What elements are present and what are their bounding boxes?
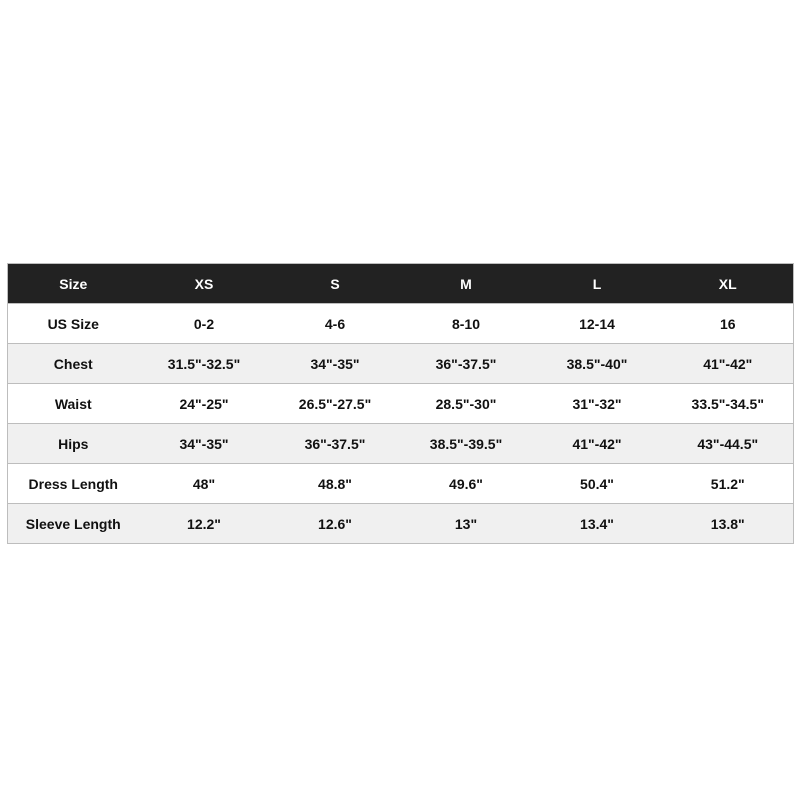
header-size-l: L <box>592 275 602 292</box>
table-cell: 34"-35" <box>310 355 360 372</box>
table-row-sleeve-length <box>8 504 794 544</box>
header-size-xs: XS <box>194 275 214 292</box>
header-size-xl: XL <box>718 275 737 292</box>
table-cell: 4-6 <box>324 315 346 332</box>
row-label: US Size <box>47 315 99 332</box>
row-label: Sleeve Length <box>25 515 121 532</box>
table-cell: 12.6" <box>318 515 352 532</box>
table-cell: 24"-25" <box>179 395 229 412</box>
table-row-chest <box>8 344 794 384</box>
table-cell: 41"-42" <box>703 355 753 372</box>
table-cell: 33.5"-34.5" <box>691 395 764 412</box>
table-cell: 49.6" <box>449 475 483 492</box>
table-cell: 26.5"-27.5" <box>298 395 372 412</box>
table-cell: 16 <box>719 315 736 332</box>
row-label: Waist <box>54 395 92 412</box>
table-cell: 38.5"-39.5" <box>429 435 503 452</box>
table-cell: 41"-42" <box>572 435 622 452</box>
table-cell: 12.2" <box>187 515 221 532</box>
table-cell: 12-14 <box>579 315 615 332</box>
table-cell: 36"-37.5" <box>435 355 497 372</box>
header-size-label: Size <box>59 275 88 292</box>
table-cell: 13.4" <box>580 515 614 532</box>
table-cell: 31.5"-32.5" <box>167 355 241 372</box>
size-chart-header-row <box>8 264 794 304</box>
table-cell: 48.8" <box>318 475 352 492</box>
table-cell: 8-10 <box>451 315 481 332</box>
row-label: Dress Length <box>28 475 118 492</box>
table-cell: 13" <box>454 515 478 532</box>
size-chart-table <box>7 263 794 544</box>
table-cell: 50.4" <box>580 475 614 492</box>
table-row-us-size <box>8 304 794 344</box>
table-cell: 51.2" <box>710 475 745 492</box>
row-label: Hips <box>58 435 89 452</box>
table-cell: 48" <box>192 475 216 492</box>
table-cell: 0-2 <box>193 315 215 332</box>
row-label: Chest <box>53 355 93 372</box>
table-row-waist <box>8 384 794 424</box>
table-row-dress-length <box>8 464 794 504</box>
header-size-s: S <box>330 275 340 292</box>
table-cell: 34"-35" <box>179 435 229 452</box>
table-cell: 36"-37.5" <box>304 435 366 452</box>
header-size-m: M <box>460 275 472 292</box>
table-cell: 28.5"-30" <box>435 395 497 412</box>
table-row-hips <box>8 424 794 464</box>
table-cell: 43"-44.5" <box>697 435 759 452</box>
table-cell: 31"-32" <box>572 395 622 412</box>
table-cell: 38.5"-40" <box>566 355 628 372</box>
table-cell: 13.8" <box>710 515 745 532</box>
